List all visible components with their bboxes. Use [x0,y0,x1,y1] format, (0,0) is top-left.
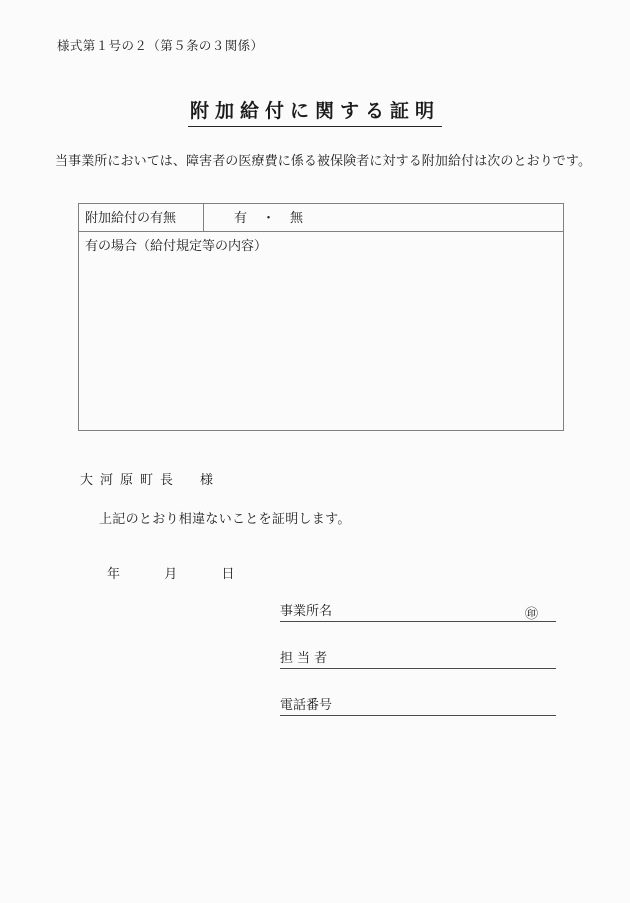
benefit-table [78,203,564,431]
intro-paragraph: 当事業所においては、障害者の医療費に係る被保険者に対する附加給付は次のとおりです。 [55,153,592,168]
office-name-field[interactable] [280,598,556,622]
date-month-label: 月 [164,566,178,581]
office-name-label: 事業所名 [280,603,333,618]
signature-block [280,598,556,716]
phone-number-label: 電話番号 [280,697,333,712]
date-day-label: 日 [221,566,235,581]
seal-icon: ㊞ [524,606,538,621]
certification-statement: 上記のとおり相違ないことを証明します。 [99,511,351,526]
date-year-label: 年 [107,566,121,581]
person-in-charge-label: 担当者 [280,650,332,665]
benefit-presence-label: 附加給付の有無 [79,204,204,232]
table-row [79,232,564,431]
benefit-details-label: 有の場合（給付規定等の内容） [85,238,268,253]
title-container [0,96,630,127]
benefit-details-cell[interactable] [79,232,564,431]
date-line[interactable] [107,563,276,582]
table-row [79,204,564,232]
addressee: 大河原町長 様 [80,472,221,487]
form-number: 様式第１号の２（第５条の３関係） [57,39,264,53]
page-title: 附加給付に関する証明 [188,96,442,127]
person-in-charge-field[interactable] [280,645,556,669]
benefit-presence-options[interactable]: 有 ・ 無 [204,204,564,232]
phone-number-field[interactable] [280,692,556,716]
